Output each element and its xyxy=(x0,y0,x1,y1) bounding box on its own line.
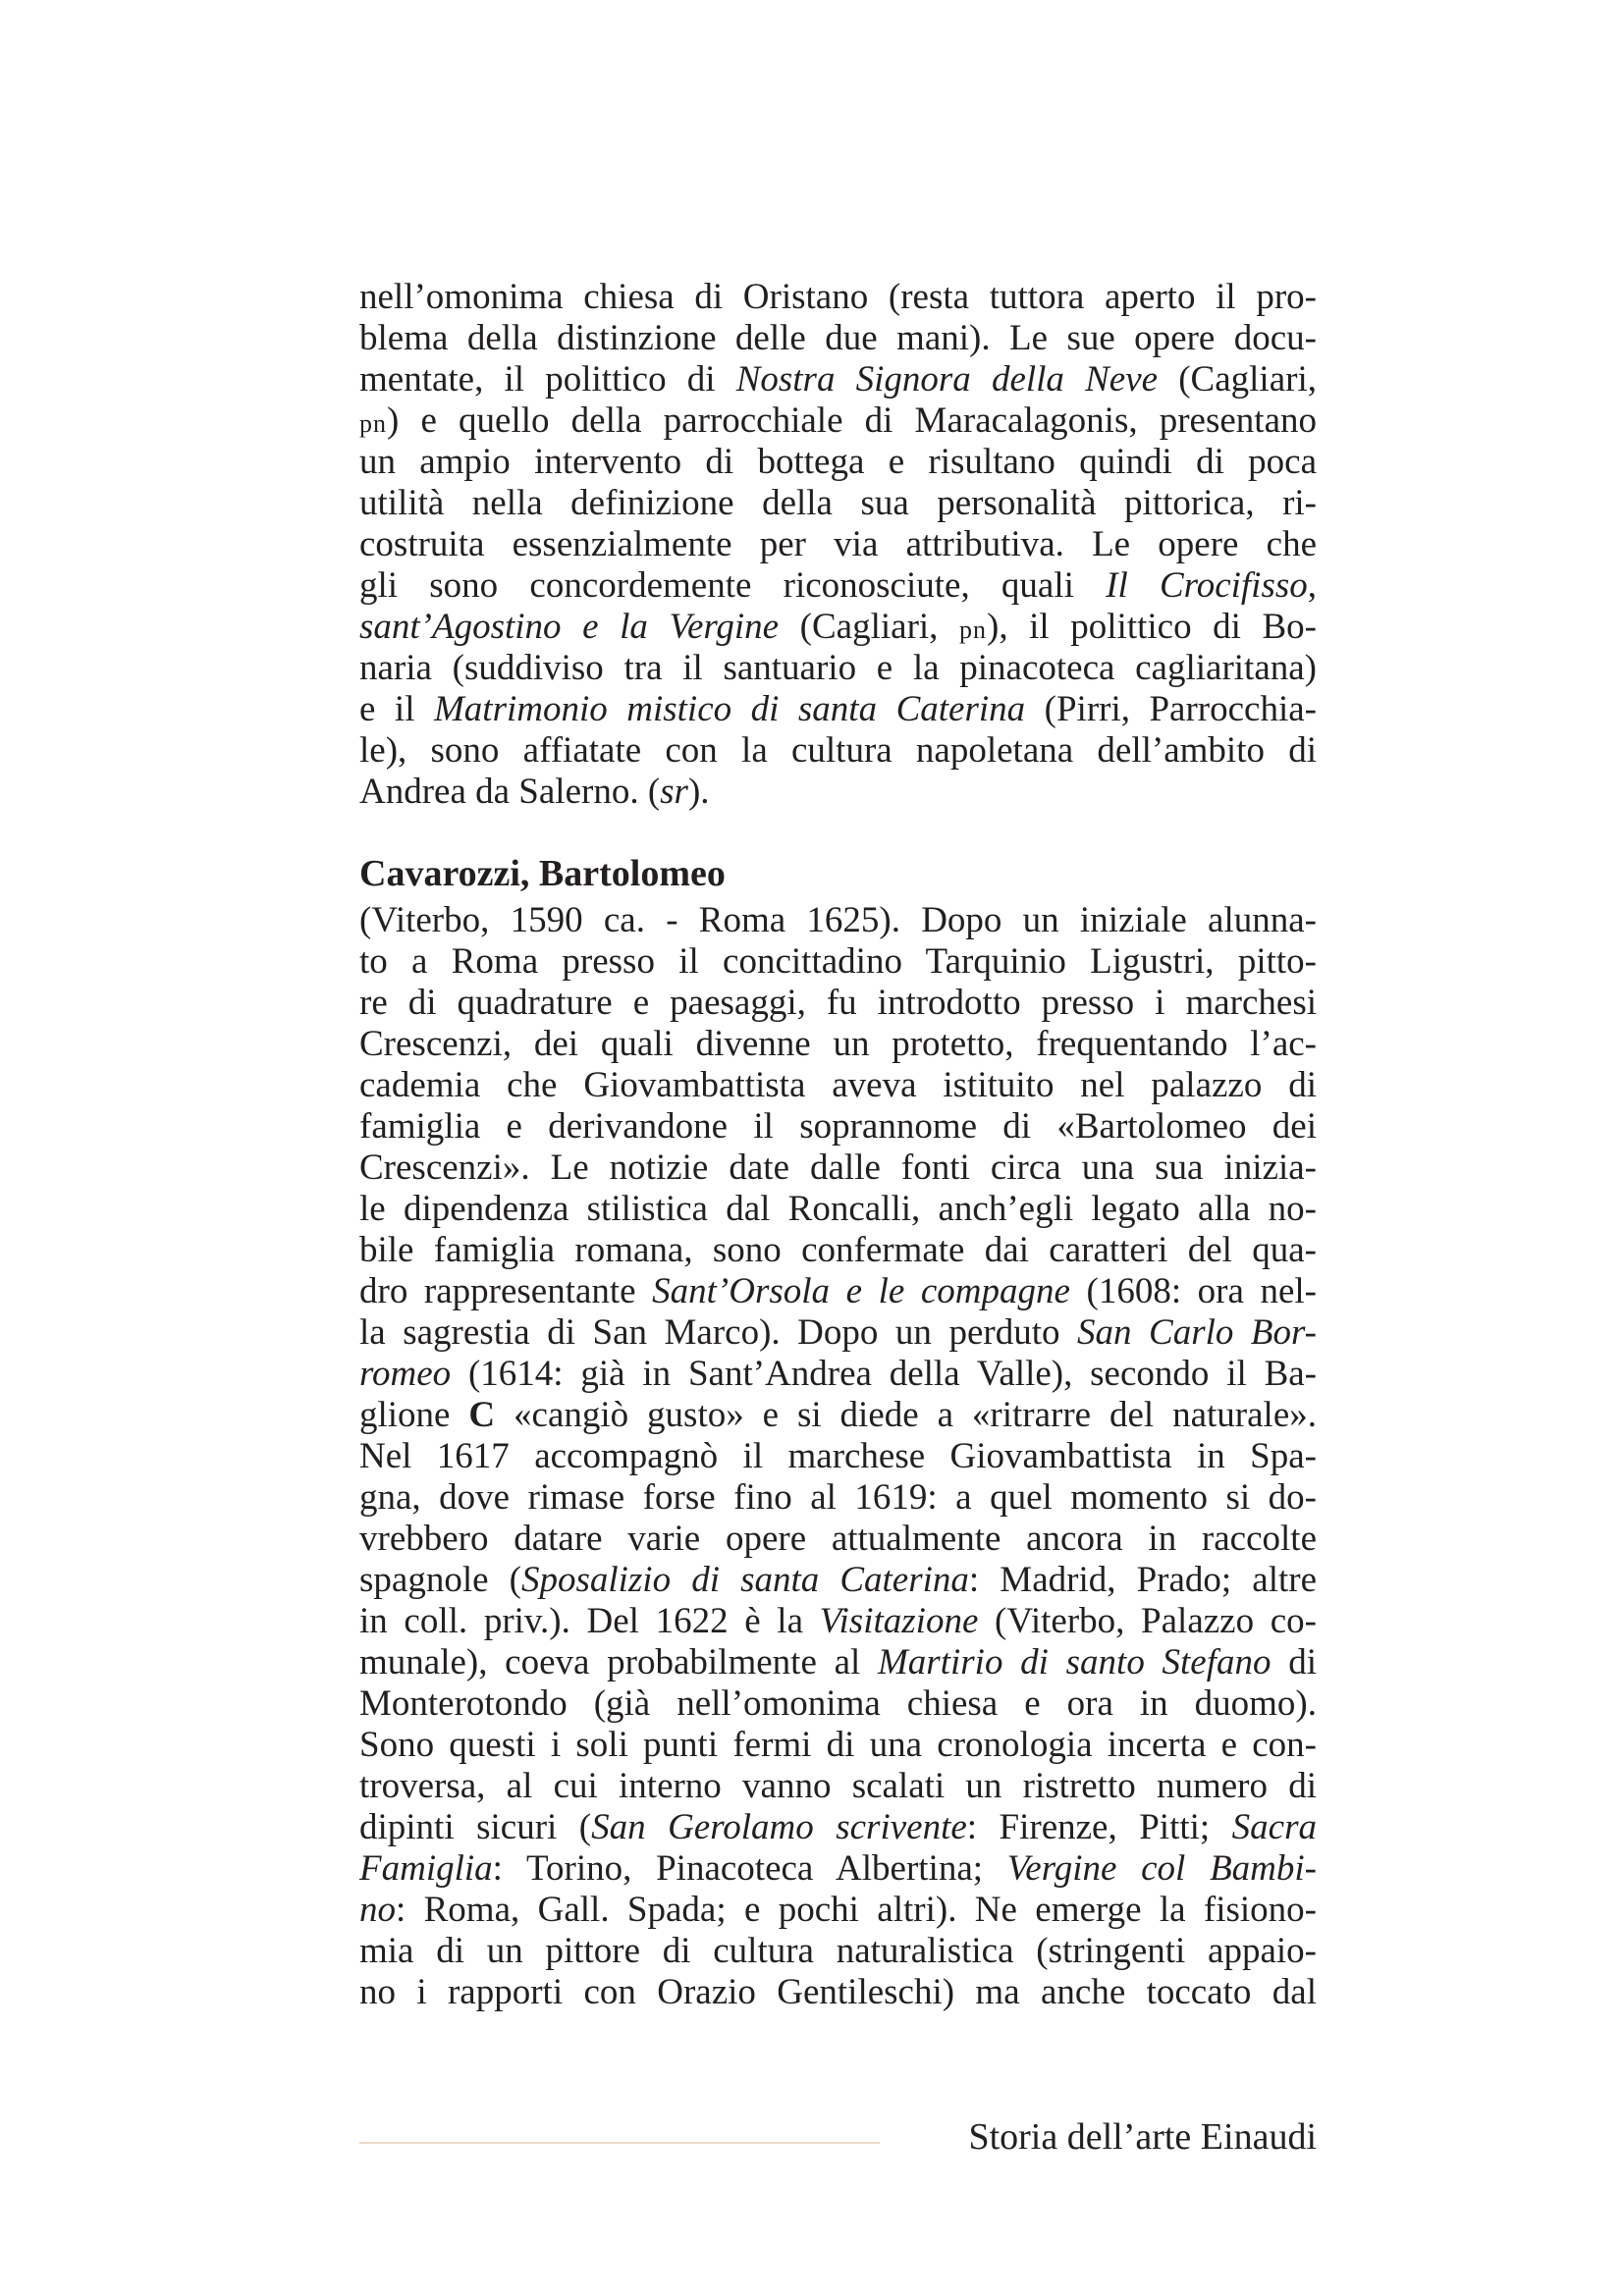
text-line xyxy=(359,648,1317,689)
footer-rule xyxy=(359,2142,880,2144)
text-line xyxy=(359,1848,1317,1890)
text-run: bile famiglia romana, sono confermate dai caratteri del qua- xyxy=(359,1230,1317,1270)
text-line xyxy=(359,730,1317,772)
text-run: ). xyxy=(687,772,710,812)
text-line xyxy=(359,607,1317,648)
text-run: dipinti sicuri ( xyxy=(359,1807,592,1847)
italic-title: Martirio di santo Stefano xyxy=(877,1642,1271,1682)
text-line xyxy=(359,524,1317,565)
text-run: la sagrestia di San Marco). Dopo un perduto xyxy=(359,1312,1077,1353)
italic-title: Il Crocifisso xyxy=(1106,565,1308,606)
text-run: cademia che Giovambattista aveva istituito nel palazzo di xyxy=(359,1065,1317,1105)
italic-title: sant’Agostino e la Vergine xyxy=(359,607,780,647)
text-run: naria (suddiviso tra il santuario e la pinacoteca cagliaritana) xyxy=(359,648,1317,688)
italic-title: romeo xyxy=(359,1354,452,1394)
text-line xyxy=(359,318,1317,359)
italic-title: Matrimonio mistico di santa Caterina xyxy=(433,689,1026,729)
text-run: munale), coeva probabilmente al xyxy=(359,1642,878,1682)
text-run: blema della distinzione delle due mani). Le sue opere docu- xyxy=(359,318,1317,358)
text-line xyxy=(359,1560,1317,1601)
text-run: «cangiò gusto» e si diede a «ritrarre del naturale». xyxy=(495,1395,1317,1435)
text-run: (Viterbo, Palazzo co- xyxy=(978,1601,1318,1641)
text-run: to a Roma presso il concittadino Tarquinio Ligustri, pitto- xyxy=(359,941,1317,982)
text-line xyxy=(359,1312,1317,1354)
text-line xyxy=(359,1189,1317,1230)
text-line xyxy=(359,772,1317,813)
italic-title: Famiglia xyxy=(359,1848,493,1889)
text-line xyxy=(359,1766,1317,1807)
text-line xyxy=(359,1683,1317,1725)
text-run: le dipendenza stilistica dal Roncalli, anch’egli legato alla no- xyxy=(359,1189,1317,1229)
text-run: un ampio intervento di bottega e risultano quindi di poca xyxy=(359,442,1317,482)
text-line xyxy=(359,689,1317,730)
abbreviation: pn xyxy=(359,409,387,438)
entry-text xyxy=(359,900,1317,2013)
text-run: (Pirri, Parrocchia- xyxy=(1025,689,1317,729)
italic-title: sr xyxy=(660,772,688,812)
text-run: spagnole ( xyxy=(359,1560,521,1600)
text-run: C xyxy=(468,1395,496,1435)
text-run: Crescenzi». Le notizie date dalle fonti circa una sua inizia- xyxy=(359,1148,1317,1188)
text-line xyxy=(359,1395,1317,1436)
text-run: gli sono concordemente riconosciute, quali xyxy=(359,565,1107,606)
text-line xyxy=(359,1271,1317,1312)
italic-title: San Carlo Bor- xyxy=(1077,1312,1317,1353)
text-line xyxy=(359,941,1317,983)
italic-title: Sacra xyxy=(1231,1807,1317,1847)
italic-title: Visitazione xyxy=(819,1601,979,1641)
text-line xyxy=(359,1477,1317,1519)
text-run: ), il polittico di Bo- xyxy=(987,607,1317,647)
text-line xyxy=(359,1642,1317,1683)
text-run: famiglia e derivandone il soprannome di «Bartolomeo dei xyxy=(359,1106,1317,1147)
text-line xyxy=(359,1106,1317,1148)
text-run: Crescenzi, dei quali divenne un protetto, frequentando l’ac- xyxy=(359,1024,1317,1064)
text-line xyxy=(359,1519,1317,1560)
text-run: Monterotondo (già nell’omonima chiesa e ora in duomo). xyxy=(359,1683,1317,1724)
text-line xyxy=(359,1972,1317,2013)
text-line xyxy=(359,1725,1317,1766)
italic-title: Sposalizio di santa Caterina xyxy=(520,1560,969,1600)
text-line xyxy=(359,1931,1317,1972)
previous-entry-text xyxy=(359,277,1317,813)
text-run: (Viterbo, 1590 ca. - Roma 1625). Dopo un iniziale alunna- xyxy=(359,900,1317,940)
text-line xyxy=(359,900,1317,941)
footer-title: Storia dell’arte Einaudi xyxy=(968,2116,1317,2158)
text-run: ) e quello della parrocchiale di Maracalagonis, presentano xyxy=(387,400,1317,441)
text-line xyxy=(359,565,1317,607)
text-line xyxy=(359,1890,1317,1931)
text-run: nell’omonima chiesa di Oristano (resta tuttora aperto il pro- xyxy=(359,277,1317,317)
text-run: costruita essenzialmente per via attributiva. Le opere che xyxy=(359,524,1317,564)
text-run: : Madrid, Prado; altre xyxy=(968,1560,1318,1600)
text-line xyxy=(359,400,1317,442)
text-run: : Roma, Gall. Spada; e pochi altri). Ne emerge la fisiono- xyxy=(396,1890,1317,1930)
text-run: gna, dove rimase forse fino al 1619: a quel momento si do- xyxy=(359,1477,1317,1518)
text-line xyxy=(359,1065,1317,1106)
text-line xyxy=(359,1354,1317,1395)
text-run: utilità nella definizione della sua personalità pittorica, ri- xyxy=(359,483,1317,523)
text-run: (1614: già in Sant’Andrea della Valle), secondo il Ba- xyxy=(451,1354,1317,1394)
text-run: : Torino, Pinacoteca Albertina; xyxy=(492,1848,1007,1889)
italic-title: San Gerolamo scrivente xyxy=(591,1807,967,1847)
text-line xyxy=(359,1807,1317,1848)
text-run: mia di un pittore di cultura naturalistica (stringenti appaio- xyxy=(359,1931,1317,1971)
text-run: : Firenze, Pitti; xyxy=(966,1807,1232,1847)
entry-heading: Cavarozzi, Bartolomeo xyxy=(359,853,726,894)
text-run: dro rappresentante xyxy=(359,1271,653,1311)
text-run: (1608: ora nel- xyxy=(1069,1271,1317,1311)
text-run: glione xyxy=(359,1395,469,1435)
text-line xyxy=(359,1601,1317,1642)
text-run: re di quadrature e paesaggi, fu introdotto presso i marchesi xyxy=(359,983,1317,1023)
italic-title: no xyxy=(359,1890,396,1930)
text-run: in coll. priv.). Del 1622 è la xyxy=(359,1601,820,1641)
text-run: troversa, al cui interno vanno scalati un ristretto numero di xyxy=(359,1766,1317,1806)
text-line xyxy=(359,1230,1317,1271)
text-run: Nel 1617 accompagnò il marchese Giovambattista in Spa- xyxy=(359,1436,1317,1476)
text-run: vrebbero datare varie opere attualmente ancora in raccolte xyxy=(359,1519,1317,1559)
text-line xyxy=(359,483,1317,524)
italic-title: Nostra Signora della Neve xyxy=(735,359,1159,400)
text-run: Sono questi i soli punti fermi di una cronologia incerta e con- xyxy=(359,1725,1317,1765)
text-line xyxy=(359,1148,1317,1189)
text-run: (Cagliari, xyxy=(1158,359,1317,400)
italic-title: Vergine col Bambi- xyxy=(1006,1848,1317,1889)
text-run: Andrea da Salerno. ( xyxy=(359,772,661,812)
text-line xyxy=(359,1436,1317,1477)
text-run: le), sono affiatate con la cultura napoletana dell’ambito di xyxy=(359,730,1317,771)
abbreviation: pn xyxy=(959,615,987,644)
text-run: , xyxy=(1307,565,1317,606)
text-run: e il xyxy=(359,689,434,729)
text-line xyxy=(359,1024,1317,1065)
text-run: mentate, il polittico di xyxy=(359,359,736,400)
text-run: no i rapporti con Orazio Gentileschi) ma anche toccato dal xyxy=(359,1972,1317,2012)
text-line xyxy=(359,442,1317,483)
text-line xyxy=(359,983,1317,1024)
italic-title: Sant’Orsola e le compagne xyxy=(652,1271,1070,1311)
text-run: (Cagliari, xyxy=(779,607,959,647)
text-line xyxy=(359,277,1317,318)
text-line xyxy=(359,359,1317,400)
text-run: di xyxy=(1271,1642,1318,1682)
